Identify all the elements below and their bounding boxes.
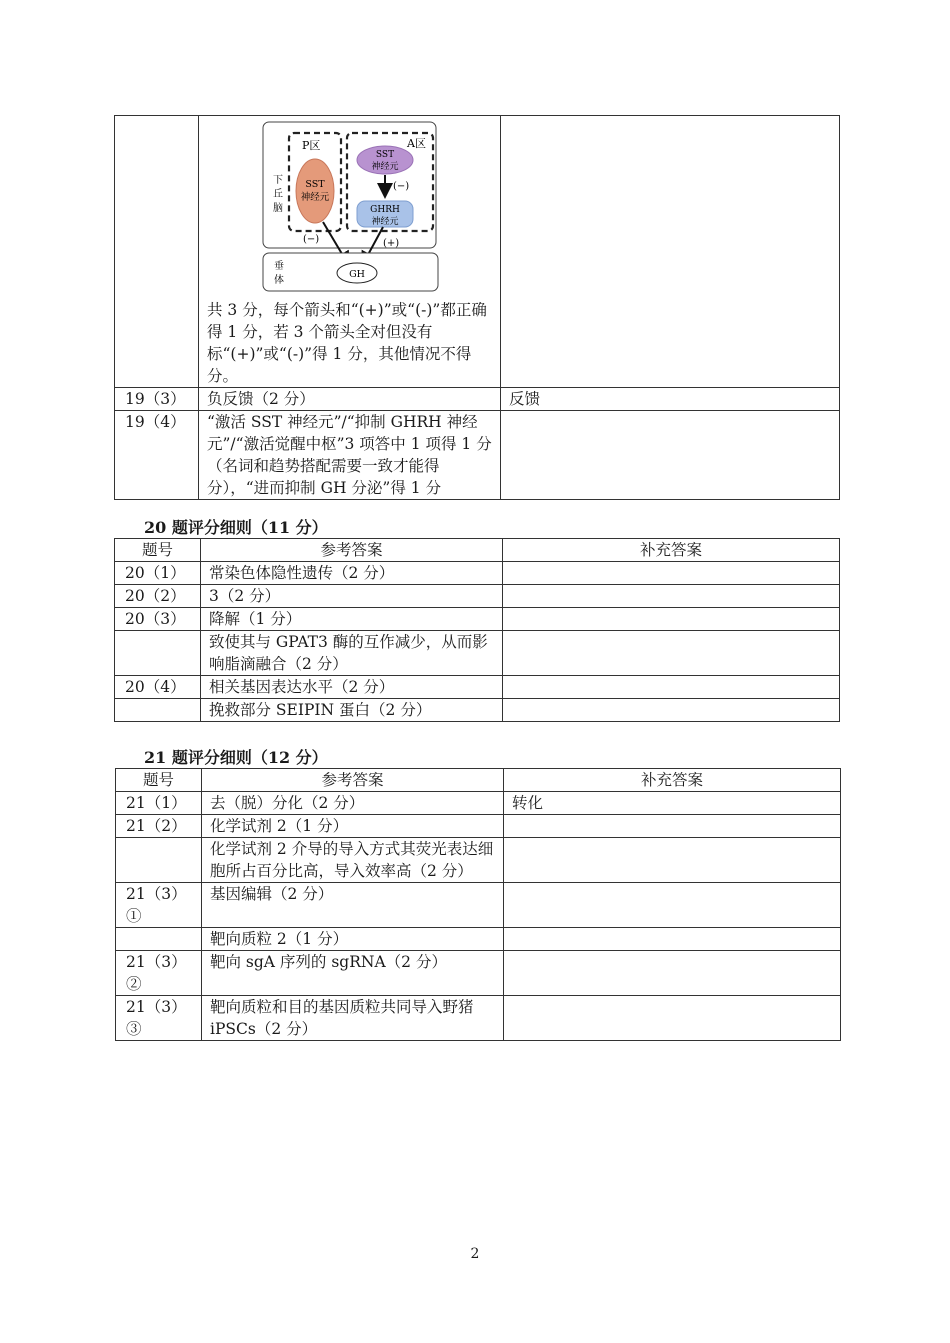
table-row — [115, 116, 840, 388]
sign-minus-left: (−) — [303, 234, 320, 245]
header-extra: 补充答案 — [504, 769, 841, 792]
table-row — [115, 388, 840, 411]
sign-plus-right: (+) — [383, 238, 400, 249]
sst-p-label-1: SST — [305, 179, 325, 190]
hypothalamus-label-1: 下 — [273, 175, 283, 186]
answer-cell: 靶向质粒和目的基因质粒共同导入野猪 iPSCs（2 分） — [202, 996, 504, 1041]
hypothalamus-label-2: 丘 — [273, 189, 283, 200]
header-answer: 参考答案 — [201, 539, 503, 562]
q20-title: 20 题评分细则（11 分） — [144, 518, 328, 537]
table-row — [116, 928, 841, 951]
extra-answer-cell — [504, 996, 841, 1041]
extra-answer-cell — [504, 883, 841, 928]
extra-answer-cell — [503, 608, 840, 631]
p-zone-label: P区 — [302, 139, 321, 152]
question-number-cell — [115, 699, 201, 722]
extra-answer-cell — [503, 676, 840, 699]
table-header-row — [116, 769, 841, 792]
q21-table — [115, 768, 841, 1041]
answer-cell: 3（2 分） — [201, 585, 503, 608]
sst-a-label-1: SST — [375, 150, 395, 160]
table-header-row — [115, 539, 840, 562]
extra-answer-cell — [504, 815, 841, 838]
sst-p-label-2: 神经元 — [300, 192, 330, 203]
answer-cell: “激活 SST 神经元”/“抑制 GHRH 神经元”/“激活觉醒中枢”3 项答中 1 项得 1 分（名词和趋势搭配需要一致才能得分），“进而抑制 GH 分泌”得 1 分 — [199, 411, 501, 500]
table-row — [116, 883, 841, 928]
answer-cell: 相关基因表达水平（2 分） — [201, 676, 503, 699]
sst-neuron-p — [296, 159, 334, 223]
answer-cell: 负反馈（2 分） — [199, 388, 501, 411]
sst-a-label-2: 神经元 — [371, 162, 399, 172]
table-row — [115, 631, 840, 676]
question-number-cell: 20（3） — [115, 608, 201, 631]
extra-answer-cell: 转化 — [504, 792, 841, 815]
q19-table — [114, 115, 840, 500]
pituitary-label-1: 垂 — [274, 261, 284, 272]
extra-answer-cell — [504, 838, 841, 883]
extra-answer-cell — [503, 562, 840, 585]
answer-cell: 靶向 sgA 序列的 sgRNA（2 分） — [202, 951, 504, 996]
ghrh-label-1: GHRH — [370, 205, 400, 215]
hypothalamus-label-3: 脑 — [273, 203, 283, 214]
table-row — [115, 411, 840, 500]
header-extra: 补充答案 — [503, 539, 840, 562]
question-number-cell: 20（2） — [115, 585, 201, 608]
question-number-cell — [115, 631, 201, 676]
table-row — [115, 608, 840, 631]
extra-answer-cell — [501, 411, 840, 500]
pituitary-label-2: 体 — [274, 275, 284, 286]
ghrh-label-2: 神经元 — [371, 217, 399, 227]
sign-minus-inner: (−) — [393, 181, 410, 192]
answer-cell: 基因编辑（2 分） — [202, 883, 504, 928]
question-number-cell — [116, 928, 202, 951]
extra-answer-cell — [503, 699, 840, 722]
table-row — [116, 951, 841, 996]
question-number-cell: 21（3）① — [116, 883, 202, 928]
table-row — [116, 996, 841, 1041]
extra-answer-cell — [501, 116, 840, 388]
extra-answer-cell: 反馈 — [501, 388, 840, 411]
answer-cell: 降解（1 分） — [201, 608, 503, 631]
question-number-cell: 19（4） — [115, 411, 199, 500]
table-row — [116, 792, 841, 815]
table-row — [115, 585, 840, 608]
q21-title: 21 题评分细则（12 分） — [144, 748, 328, 767]
answer-cell: 化学试剂 2 介导的导入方式其荧光表达细胞所占百分比高，导入效率高（2 分） — [202, 838, 504, 883]
question-number-cell: 20（4） — [115, 676, 201, 699]
answer-cell: 挽救部分 SEIPIN 蛋白（2 分） — [201, 699, 503, 722]
header-number: 题号 — [115, 539, 201, 562]
question-number-cell — [115, 116, 199, 388]
question-number-cell: 21（3）③ — [116, 996, 202, 1041]
header-answer: 参考答案 — [202, 769, 504, 792]
page-number: 2 — [470, 1246, 480, 1262]
answer-cell: 化学试剂 2（1 分） — [202, 815, 504, 838]
question-number-cell: 21（2） — [116, 815, 202, 838]
question-number-cell: 21（3）② — [116, 951, 202, 996]
extra-answer-cell — [504, 951, 841, 996]
question-number-cell: 21（1） — [116, 792, 202, 815]
question-number-cell — [116, 838, 202, 883]
table-row — [115, 699, 840, 722]
a-zone-label: A区 — [407, 137, 426, 150]
diagram-scoring-note: 共 3 分，每个箭头和“(+)”或“(-)”都正确得 1 分，若 3 个箭头全对但没有标“(+)”或“(-)”得 1 分，其他情况不得分。 — [207, 301, 487, 385]
answer-cell — [199, 116, 501, 388]
table-row — [116, 838, 841, 883]
answer-cell: 致使其与 GPAT3 酶的互作减少，从而影响脂滴融合（2 分） — [201, 631, 503, 676]
answer-cell: 靶向质粒 2（1 分） — [202, 928, 504, 951]
table-row — [116, 815, 841, 838]
question-number-cell: 20（1） — [115, 562, 201, 585]
q20-table — [114, 538, 840, 722]
table-row — [115, 676, 840, 699]
extra-answer-cell — [503, 585, 840, 608]
answer-cell: 去（脱）分化（2 分） — [202, 792, 504, 815]
gh-label: GH — [349, 269, 365, 280]
extra-answer-cell — [503, 631, 840, 676]
question-number-cell: 19（3） — [115, 388, 199, 411]
answer-cell: 常染色体隐性遗传（2 分） — [201, 562, 503, 585]
table-row — [115, 562, 840, 585]
header-number: 题号 — [116, 769, 202, 792]
feedback-diagram — [207, 121, 492, 293]
extra-answer-cell — [504, 928, 841, 951]
